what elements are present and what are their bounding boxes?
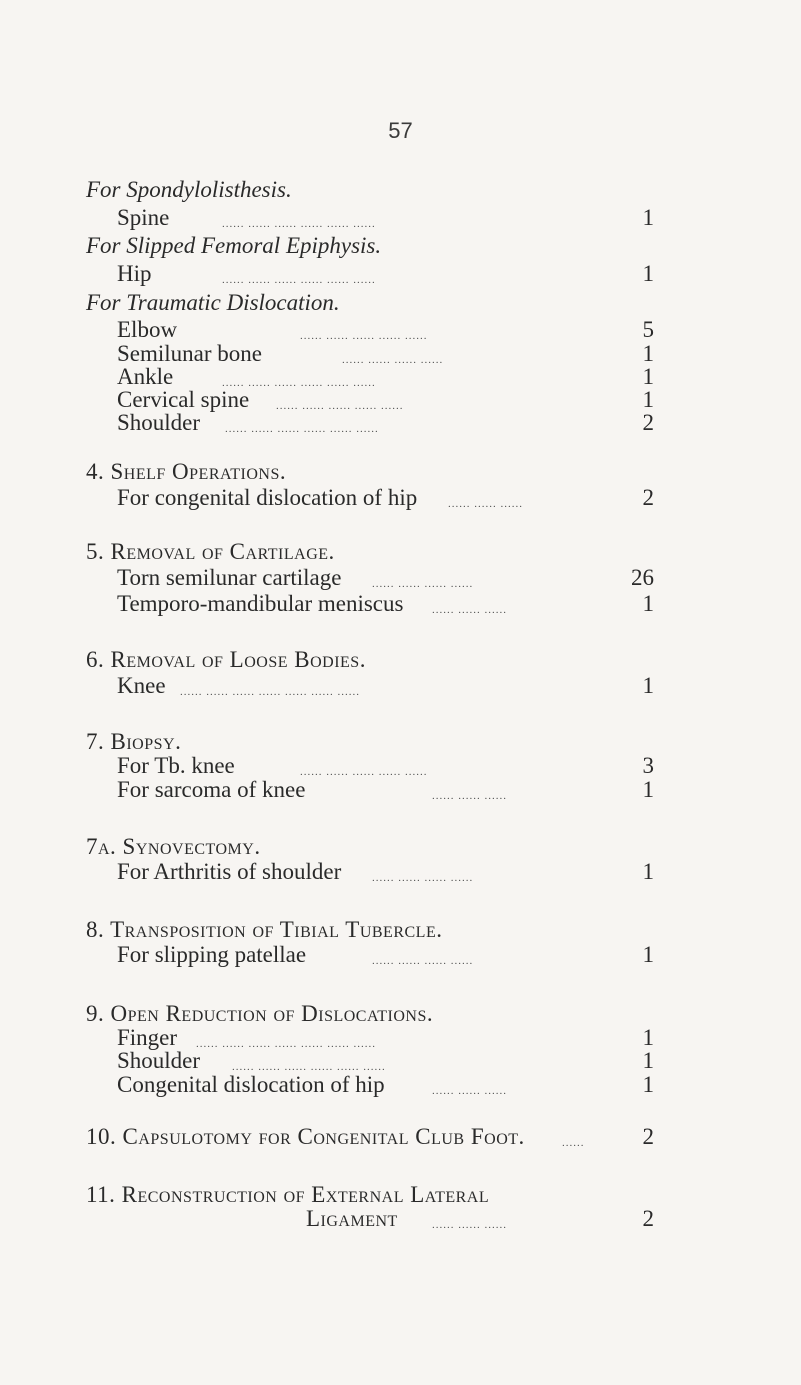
leader-dots: ...... ...... ...... ...... [372, 955, 474, 967]
section-heading-reconstruction: 11. Reconstruction of External Lateral [86, 1182, 490, 1207]
row-label-elbow: Elbow [117, 317, 178, 342]
leader-dots: ...... ...... ...... ...... ...... [300, 330, 428, 342]
row-label-spine: Spine [117, 205, 170, 230]
row-count-capsulotomy: 2 [642, 1124, 654, 1149]
row-label-temporo-mandibular: Temporo-mandibular meniscus [117, 591, 404, 616]
leader-dots: ...... ...... ...... ...... ...... ...... [232, 1061, 386, 1073]
section-heading-capsulotomy: 10. Capsulotomy for Congenital Club Foot. [86, 1124, 525, 1149]
row-label-shoulder: Shoulder [117, 410, 201, 435]
row-label-finger: Finger [117, 1025, 178, 1050]
row-count-hip: 1 [642, 261, 654, 286]
section-heading-loose-bodies: 6. Removal of Loose Bodies. [86, 647, 366, 672]
row-label-semilunar-bone: Semilunar bone [117, 341, 262, 366]
leader-dots: ...... ...... ...... [432, 1085, 507, 1097]
row-count-slipping-patellae: 1 [642, 942, 654, 967]
row-count-knee: 1 [642, 673, 654, 698]
row-label-tb-knee: For Tb. knee [117, 753, 235, 778]
section-heading-shelf-operations: 4. Shelf Operations. [86, 459, 287, 484]
leader-dots: ...... ...... ...... ...... [342, 354, 444, 366]
row-count-tb-knee: 3 [642, 753, 654, 778]
row-count-semilunar-bone: 1 [642, 341, 654, 366]
section-heading-reconstruction-line2: Ligament [306, 1206, 398, 1231]
row-label-congenital-hip: Congenital dislocation of hip [117, 1072, 385, 1097]
leader-dots: ...... ...... ...... ...... ...... ...... [222, 274, 376, 286]
row-label-ankle: Ankle [117, 364, 174, 389]
row-count-sarcoma-knee: 1 [642, 777, 654, 802]
leader-dots: ...... ...... ...... ...... ...... ...... ...... [180, 686, 360, 698]
leader-dots: ...... ...... ...... ...... ...... ...... [225, 423, 379, 435]
row-count-congenital-hip: 1 [642, 1072, 654, 1097]
leader-dots: ...... ...... ...... ...... ...... [300, 766, 428, 778]
leader-dots: ...... ...... ...... ...... [372, 578, 474, 590]
row-count-congenital-dislocation: 2 [642, 485, 654, 510]
row-count-spine: 1 [642, 205, 654, 230]
row-label-arthritis-shoulder: For Arthritis of shoulder [117, 859, 342, 884]
section-heading-open-reduction: 9. Open Reduction of Dislocations. [86, 1001, 434, 1026]
leader-dots: ...... ...... ...... [432, 604, 507, 616]
row-count-shoulder-open: 1 [642, 1048, 654, 1073]
page-number: 57 [388, 118, 413, 143]
row-count-elbow: 5 [642, 317, 654, 342]
leader-dots: ...... ...... ...... ...... ...... ...... [222, 218, 376, 230]
row-label-sarcoma-knee: For sarcoma of knee [117, 777, 306, 802]
section-heading-traumatic-dislocation: For Traumatic Dislocation. [86, 290, 340, 315]
leader-dots: ...... ...... ...... ...... ...... [276, 400, 404, 412]
leader-dots: ...... [562, 1137, 585, 1149]
row-count-torn-semilunar: 26 [631, 565, 654, 590]
row-count-shoulder: 2 [642, 410, 654, 435]
row-count-arthritis-shoulder: 1 [642, 859, 654, 884]
leader-dots: ...... ...... ...... ...... [372, 872, 474, 884]
section-heading-spondylolisthesis: For Spondylolisthesis. [86, 177, 292, 202]
row-label-slipping-patellae: For slipping patellae [117, 942, 307, 967]
leader-dots: ...... ...... ...... [448, 498, 523, 510]
leader-dots: ...... ...... ...... ...... ...... ...... [222, 377, 376, 389]
row-label-hip: Hip [117, 261, 152, 286]
section-heading-tibial-tubercle: 8. Transposition of Tibial Tubercle. [86, 917, 443, 942]
row-count-reconstruction: 2 [642, 1206, 654, 1231]
row-count-ankle: 1 [642, 364, 654, 389]
row-label-shoulder-open: Shoulder [117, 1048, 201, 1073]
section-heading-synovectomy: 7a. Synovectomy. [86, 834, 261, 859]
row-label-torn-semilunar: Torn semilunar cartilage [117, 565, 342, 590]
section-heading-biopsy: 7. Biopsy. [86, 729, 182, 754]
row-label-congenital-dislocation: For congenital dislocation of hip [117, 485, 418, 510]
row-count-cervical-spine: 1 [642, 387, 654, 412]
row-label-cervical-spine: Cervical spine [117, 387, 250, 412]
section-heading-slipped-femoral: For Slipped Femoral Epiphysis. [86, 233, 382, 258]
row-count-finger: 1 [642, 1025, 654, 1050]
leader-dots: ...... ...... ...... [432, 790, 507, 802]
leader-dots: ...... ...... ...... [432, 1219, 507, 1231]
row-count-temporo-mandibular: 1 [642, 591, 654, 616]
leader-dots: ...... ...... ...... ...... ...... ...... ...... [196, 1038, 376, 1050]
row-label-knee: Knee [117, 673, 166, 698]
section-heading-removal-cartilage: 5. Removal of Cartilage. [86, 539, 335, 564]
